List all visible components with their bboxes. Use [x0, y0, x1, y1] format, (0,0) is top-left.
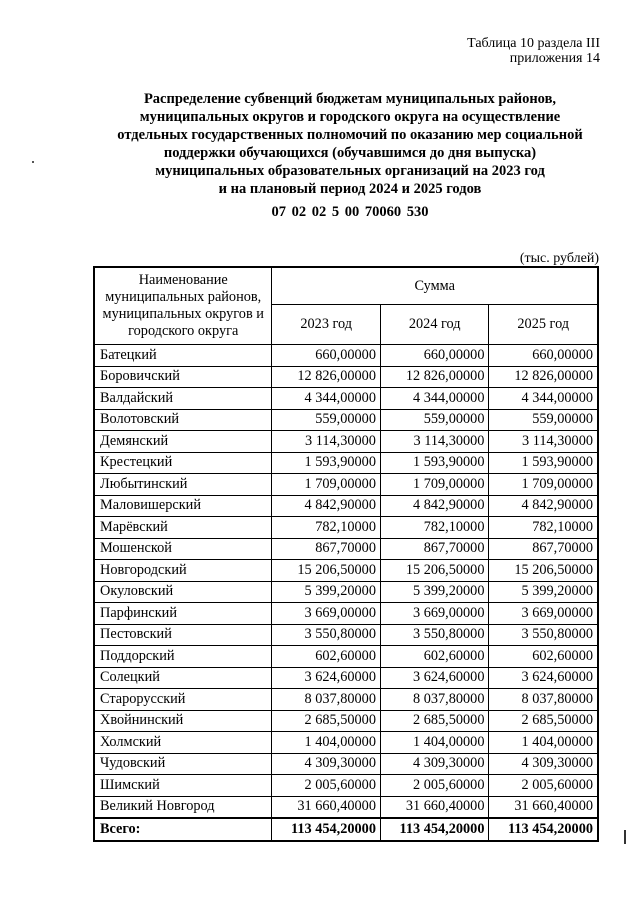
district-name-cell: Новгородский [94, 560, 272, 582]
table-row [94, 667, 598, 689]
district-name-cell: Окуловский [94, 581, 272, 603]
total-2023-cell: 113 454,20000 [272, 818, 381, 841]
table-row [94, 689, 598, 711]
scan-speck [32, 161, 34, 163]
amount-2023-cell: 1 404,00000 [272, 732, 381, 754]
amount-2024-cell: 782,10000 [380, 517, 489, 539]
district-name-cell: Холмский [94, 732, 272, 754]
amount-2025-cell: 31 660,40000 [489, 796, 598, 818]
amount-2024-cell: 15 206,50000 [380, 560, 489, 582]
amount-2023-cell: 31 660,40000 [272, 796, 381, 818]
amount-2024-cell: 2 685,50000 [380, 710, 489, 732]
amount-2023-cell: 4 842,90000 [272, 495, 381, 517]
table-header-row [94, 267, 598, 305]
amount-2025-cell: 3 669,00000 [489, 603, 598, 625]
amount-2025-cell: 782,10000 [489, 517, 598, 539]
table-row [94, 517, 598, 539]
amount-2025-cell: 12 826,00000 [489, 366, 598, 388]
district-name-cell: Великий Новгород [94, 796, 272, 818]
total-label-cell: Всего: [94, 818, 272, 841]
year-2025-header: 2025 год [489, 305, 598, 345]
amount-2025-cell: 4 842,90000 [489, 495, 598, 517]
amount-2025-cell: 8 037,80000 [489, 689, 598, 711]
table-row [94, 431, 598, 453]
district-name-cell: Солецкий [94, 667, 272, 689]
district-name-cell: Хвойнинский [94, 710, 272, 732]
district-name-cell: Шимский [94, 775, 272, 797]
amount-2023-cell: 8 037,80000 [272, 689, 381, 711]
amount-2024-cell: 12 826,00000 [380, 366, 489, 388]
amount-2025-cell: 1 404,00000 [489, 732, 598, 754]
amount-2023-cell: 4 309,30000 [272, 753, 381, 775]
table-row [94, 474, 598, 496]
table-row [94, 624, 598, 646]
amount-2023-cell: 5 399,20000 [272, 581, 381, 603]
title-line: и на плановый период 2024 и 2025 годов [218, 181, 482, 197]
title-line: муниципальных образовательных организаций на 2023 год [155, 163, 545, 179]
amount-2025-cell: 660,00000 [489, 345, 598, 367]
district-name-cell: Парфинский [94, 603, 272, 625]
amount-2024-cell: 3 669,00000 [380, 603, 489, 625]
district-name-cell: Чудовский [94, 753, 272, 775]
amount-2023-cell: 660,00000 [272, 345, 381, 367]
district-name-cell: Марёвский [94, 517, 272, 539]
amount-2024-cell: 2 005,60000 [380, 775, 489, 797]
amount-2025-cell: 602,60000 [489, 646, 598, 668]
amount-2025-cell: 2 005,60000 [489, 775, 598, 797]
amount-2024-cell: 559,00000 [380, 409, 489, 431]
amount-2023-cell: 3 624,60000 [272, 667, 381, 689]
amount-2023-cell: 559,00000 [272, 409, 381, 431]
table-row [94, 646, 598, 668]
title-line: муниципальных округов и городского округа на осуществление [139, 109, 561, 125]
amount-2023-cell: 2 685,50000 [272, 710, 381, 732]
amount-2023-cell: 2 005,60000 [272, 775, 381, 797]
district-name-cell: Боровичский [94, 366, 272, 388]
budget-classification-code: 07 02 02 5 00 70060 530 [271, 204, 429, 220]
table-row [94, 538, 598, 560]
district-name-cell: Любытинский [94, 474, 272, 496]
title-line: Распределение субвенций бюджетам муниципальных районов, [143, 91, 557, 107]
amount-2025-cell: 3 624,60000 [489, 667, 598, 689]
table-row [94, 560, 598, 582]
title-line: отдельных государственных полномочий по оказанию мер социальной [117, 127, 583, 143]
amount-2023-cell: 3 669,00000 [272, 603, 381, 625]
table-reference [467, 36, 600, 66]
amount-2024-cell: 4 842,90000 [380, 495, 489, 517]
amount-2024-cell: 1 404,00000 [380, 732, 489, 754]
amount-2024-cell: 4 344,00000 [380, 388, 489, 410]
table-row [94, 388, 598, 410]
amount-2023-cell: 602,60000 [272, 646, 381, 668]
amount-2024-cell: 8 037,80000 [380, 689, 489, 711]
amount-2024-cell: 3 114,30000 [380, 431, 489, 453]
table-row [94, 603, 598, 625]
amount-2023-cell: 1 709,00000 [272, 474, 381, 496]
amount-2023-cell: 3 550,80000 [272, 624, 381, 646]
table-row [94, 753, 598, 775]
amount-2025-cell: 15 206,50000 [489, 560, 598, 582]
table-row [94, 345, 598, 367]
amount-2025-cell: 559,00000 [489, 409, 598, 431]
amount-2025-cell: 4 344,00000 [489, 388, 598, 410]
year-2024-header: 2024 год [380, 305, 489, 345]
district-name-cell: Маловишерский [94, 495, 272, 517]
amount-2023-cell: 15 206,50000 [272, 560, 381, 582]
district-name-cell: Батецкий [94, 345, 272, 367]
amount-2025-cell: 1 593,90000 [489, 452, 598, 474]
district-name-cell: Пестовский [94, 624, 272, 646]
amount-2024-cell: 4 309,30000 [380, 753, 489, 775]
amount-2025-cell: 5 399,20000 [489, 581, 598, 603]
district-name-cell: Поддорский [94, 646, 272, 668]
table-row [94, 409, 598, 431]
table-row [94, 796, 598, 818]
table-body [94, 345, 598, 841]
district-name-cell: Мошенской [94, 538, 272, 560]
district-name-cell: Крестецкий [94, 452, 272, 474]
total-2024-cell: 113 454,20000 [380, 818, 489, 841]
amount-2023-cell: 1 593,90000 [272, 452, 381, 474]
table-row [94, 452, 598, 474]
amount-2025-cell: 1 709,00000 [489, 474, 598, 496]
amount-2024-cell: 31 660,40000 [380, 796, 489, 818]
amount-2025-cell: 3 114,30000 [489, 431, 598, 453]
amount-2025-cell: 2 685,50000 [489, 710, 598, 732]
sum-column-header: Сумма [272, 267, 598, 305]
table-reference-line-2: приложения 14 [509, 51, 600, 66]
units-label: (тыс. рублей) [519, 251, 599, 266]
subvention-table [93, 266, 599, 842]
document-title [80, 90, 620, 198]
table-row [94, 775, 598, 797]
amount-2023-cell: 4 344,00000 [272, 388, 381, 410]
amount-2025-cell: 4 309,30000 [489, 753, 598, 775]
amount-2024-cell: 5 399,20000 [380, 581, 489, 603]
amount-2024-cell: 867,70000 [380, 538, 489, 560]
table-row [94, 366, 598, 388]
amount-2023-cell: 3 114,30000 [272, 431, 381, 453]
amount-2024-cell: 660,00000 [380, 345, 489, 367]
district-name-cell: Валдайский [94, 388, 272, 410]
total-2025-cell: 113 454,20000 [489, 818, 598, 841]
district-name-cell: Старорусский [94, 689, 272, 711]
table-row [94, 581, 598, 603]
district-name-cell: Волотовский [94, 409, 272, 431]
table-reference-line-1: Таблица 10 раздела III [467, 36, 600, 51]
amount-2023-cell: 12 826,00000 [272, 366, 381, 388]
district-name-cell: Демянский [94, 431, 272, 453]
amount-2025-cell: 867,70000 [489, 538, 598, 560]
margin-mark [624, 830, 626, 844]
amount-2024-cell: 1 593,90000 [380, 452, 489, 474]
amount-2024-cell: 3 624,60000 [380, 667, 489, 689]
name-column-header: Наименование муниципальных районов, муниципальных округов и городского округа [94, 267, 272, 345]
amount-2024-cell: 602,60000 [380, 646, 489, 668]
amount-2025-cell: 3 550,80000 [489, 624, 598, 646]
amount-2023-cell: 867,70000 [272, 538, 381, 560]
total-row [94, 818, 598, 841]
table-row [94, 732, 598, 754]
table-row [94, 710, 598, 732]
amount-2024-cell: 1 709,00000 [380, 474, 489, 496]
title-line: поддержки обучающихся (обучавшимся до дня выпуска) [163, 145, 537, 161]
table-row [94, 495, 598, 517]
amount-2024-cell: 3 550,80000 [380, 624, 489, 646]
year-2023-header: 2023 год [272, 305, 381, 345]
amount-2023-cell: 782,10000 [272, 517, 381, 539]
